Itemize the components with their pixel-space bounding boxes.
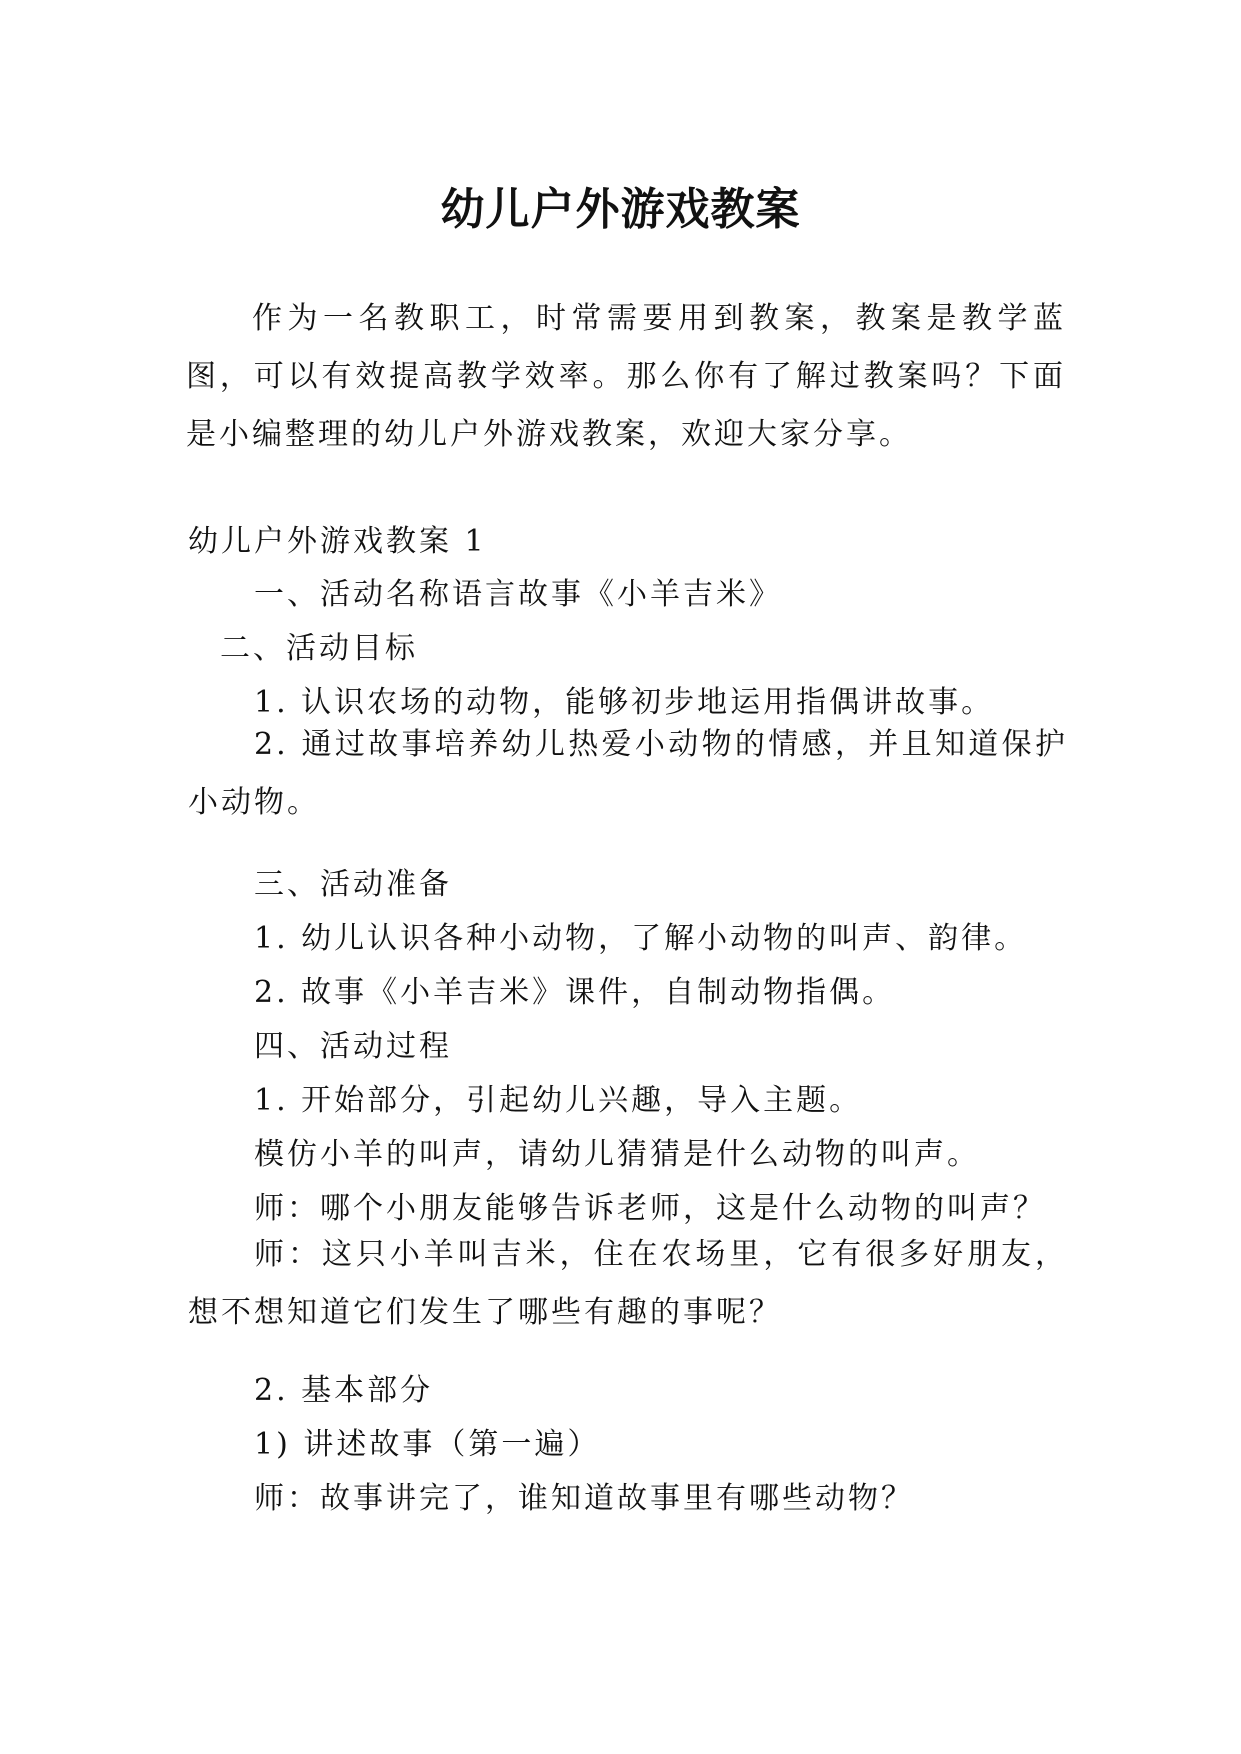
teacher-question-3: 师：故事讲完了，谁知道故事里有哪些动物？ [254, 1481, 914, 1516]
teacher-question-2: 师：这只小羊叫吉米，住在农场里，它有很多好朋友，想不想知道它们发生了哪些有趣的事呢？ [188, 1237, 1068, 1330]
section-heading: 幼儿户外游戏教案 1 [188, 524, 487, 559]
document-title: 幼儿户外游戏教案 [440, 184, 801, 236]
process-step-2: 2. 基本部分 [254, 1373, 434, 1408]
preparation-item-2: 2. 故事《小羊吉米》课件，自制动物指偶。 [254, 975, 896, 1010]
activity-name-line: 一、活动名称语言故事《小羊吉米》 [254, 577, 782, 612]
goal-item-2: 2. 通过故事培养幼儿热爱小动物的情感，并且知道保护小动物。 [188, 727, 1068, 820]
activity-goals-heading: 二、活动目标 [220, 631, 418, 666]
activity-process-heading: 四、活动过程 [254, 1029, 452, 1064]
activity-preparation-heading: 三、活动准备 [254, 867, 452, 902]
intro-paragraph: 作为一名教职工，时常需要用到教案，教案是教学蓝图，可以有效提高教学效率。那么你有了解过教案吗？下面是小编整理的幼儿户外游戏教案，欢迎大家分享。 [186, 301, 1066, 452]
goal-item-1: 1. 认识农场的动物，能够初步地运用指偶讲故事。 [254, 685, 995, 720]
process-step-1-detail: 模仿小羊的叫声，请幼儿猜猜是什么动物的叫声。 [254, 1137, 980, 1172]
process-step-2-item-1: 1) 讲述故事（第一遍） [254, 1427, 601, 1462]
teacher-question-1: 师：哪个小朋友能够告诉老师，这是什么动物的叫声？ [254, 1191, 1046, 1226]
process-step-1: 1. 开始部分，引起幼儿兴趣，导入主题。 [254, 1083, 863, 1118]
preparation-item-1: 1. 幼儿认识各种小动物，了解小动物的叫声、韵律。 [254, 921, 1028, 956]
